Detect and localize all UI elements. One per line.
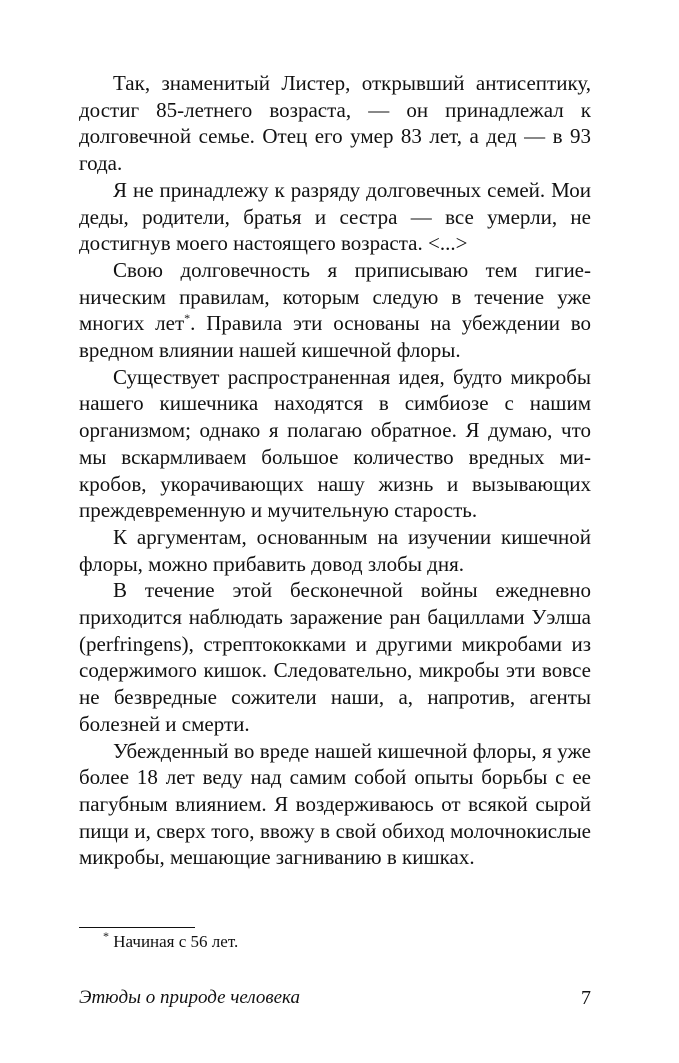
paragraph-3-text-b: . Правила эти основаны на убеждении во вредном влиянии нашей кишечной флоры. xyxy=(79,311,592,363)
footnote-text: Начиная с 56 лет. xyxy=(113,932,239,951)
paragraph-5: К аргументам, основанным на изучении кишечной флоры, можно прибавить довод злобы дня. xyxy=(79,524,591,576)
paragraph-7: Убежденный во вреде нашей кишечной флоры, я уже более 18 лет веду над самим собой опыты борьбы с ее пагубным влиянием. Я воздерживаюсь от всякой сырой пищи и, сверх того, ввожу в свой обиход молочнокислые микробы, мешающие загниванию в кишках. xyxy=(79,738,591,870)
paragraph-2: Я не принадлежу к разряду долговечных семей. Мои деды, родители, братья и сестра — все умерли, не достигнув моего настоящего возраста. <...> xyxy=(79,177,591,256)
footnote-reference: * xyxy=(184,311,191,326)
running-title: Этюды о природе человека xyxy=(79,987,300,1008)
paragraph-4: Существует распространенная идея, будто микробы нашего кишечника находятся в симбиозе с нашим организмом; однако я полагаю обратное. Я думаю, что мы вскармливаем большое количество вредных микробов, укорачивающих нашу жизнь и вызывающих преждевременную и мучительную старость. xyxy=(79,364,591,523)
footnote-divider xyxy=(79,927,195,928)
paragraph-3-text-a: Свою долговечность я приписываю тем гигиеническим правилам, которым следую в течение уже многих лет xyxy=(79,257,591,336)
paragraph-1: Так, знаменитый Листер, открывший антисептику, достиг 85-летнего возраста, — он принадлежал к долговечной семье. Отец его умер 83 лет, а дед — в 93 года. xyxy=(79,71,591,176)
main-text xyxy=(79,70,591,871)
page-footer xyxy=(79,986,591,1012)
paragraph-3 xyxy=(79,257,591,364)
page-number: 7 xyxy=(581,987,591,1009)
footnote: * Начиная с 56 лет. xyxy=(103,929,239,951)
paragraph-6: В течение этой бесконечной войны ежедневно приходится наблюдать заражение ран бациллами Уэлша (perfringens), стрептококками и другими микробами из содержимого кишок. Следовательно, микробы эти вовсе не безвредные сожители наши, а, напротив, агенты болезней и смерти. xyxy=(79,578,591,736)
